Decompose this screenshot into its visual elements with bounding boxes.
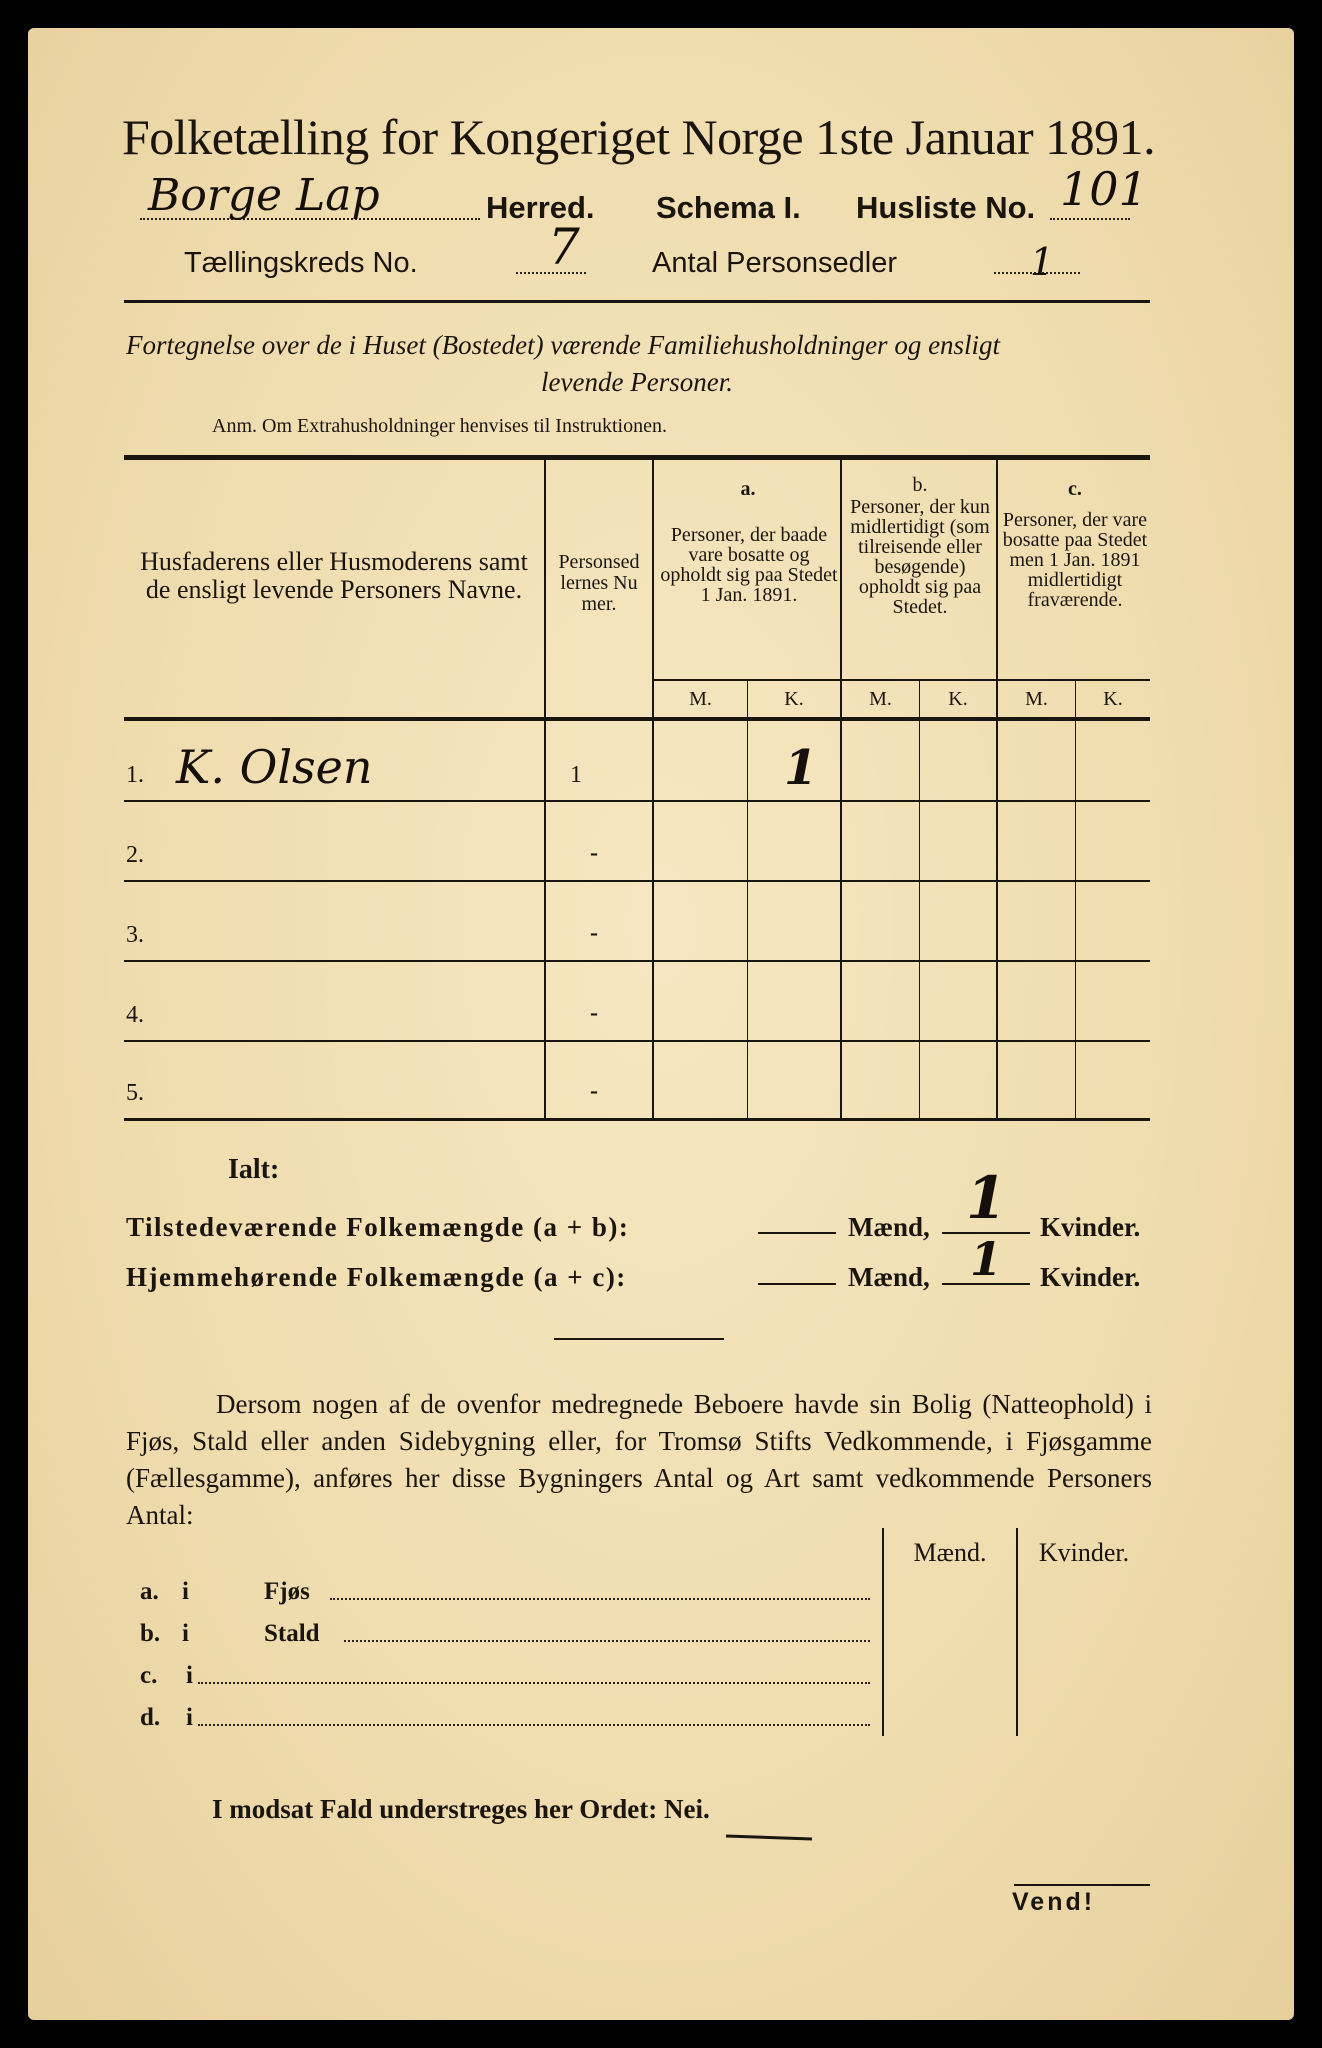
- list-i: i: [186, 1662, 193, 1689]
- row-person-number: -: [590, 1000, 598, 1026]
- ialt-label: Ialt:: [228, 1154, 280, 1185]
- list-header-kvinder: Kvinder.: [1038, 1538, 1130, 1567]
- a-k-header: K.: [784, 688, 804, 710]
- row-number: 1.: [126, 762, 144, 788]
- husliste-handwritten: 101: [1060, 162, 1148, 216]
- row-person-number: -: [590, 840, 598, 866]
- list-label: Fjøs: [264, 1578, 310, 1605]
- antal-label: Antal Personsedler: [652, 247, 898, 279]
- hjemme-maend: Mænd,: [848, 1262, 930, 1292]
- col-header-c-letter: c.: [1068, 478, 1082, 500]
- anm-note: Anm. Om Extrahusholdninger henvises til Instruktionen.: [212, 415, 667, 437]
- kreds-handwritten: 7: [548, 218, 580, 276]
- tilstede-maend: Mænd,: [848, 1212, 930, 1242]
- header-rule: [124, 300, 1150, 303]
- col-divider-2: [652, 460, 654, 1120]
- list-letter: c.: [140, 1662, 158, 1689]
- mk-divider-a: [747, 681, 748, 1120]
- col-divider-3: [840, 460, 842, 1120]
- tilstede-m-line: [758, 1232, 836, 1234]
- row-a-k: 1: [784, 740, 818, 796]
- hjemme-kvinder: Kvinder.: [1040, 1262, 1141, 1292]
- col-divider-4: [996, 460, 998, 1120]
- col-divider-1: [544, 460, 546, 1120]
- row-number: 5.: [126, 1080, 144, 1106]
- mk-divider-c: [1075, 681, 1076, 1120]
- hjemme-k-handwritten: 1: [970, 1232, 1003, 1286]
- subtitle-line-2: levende Personer.: [541, 367, 733, 397]
- list-label: Stald: [264, 1620, 320, 1647]
- b-k-header: K.: [948, 688, 968, 710]
- kreds-label: Tællingskreds No.: [184, 247, 418, 279]
- mk-divider-b: [919, 681, 920, 1120]
- vend-rule: [1014, 1884, 1150, 1886]
- c-m-header: M.: [1025, 688, 1048, 710]
- list-letter: b.: [140, 1620, 161, 1647]
- footer-note: I modsat Fald understreges her Ordet: Nei.: [212, 1794, 710, 1824]
- b-m-header: M.: [869, 688, 892, 710]
- row-person-number: -: [590, 1078, 598, 1104]
- table-bottom-rule: [124, 1118, 1150, 1121]
- husliste-dotted-line: [1050, 218, 1130, 220]
- list-dots: [330, 1598, 870, 1600]
- row-number: 4.: [126, 1002, 144, 1028]
- tilstede-label: Tilstedeværende Folkemængde (a + b):: [126, 1212, 630, 1242]
- herred-handwritten: Borge Lap: [148, 170, 380, 221]
- tilstede-kvinder: Kvinder.: [1040, 1212, 1141, 1242]
- list-letter: a.: [140, 1578, 159, 1605]
- list-i: i: [182, 1578, 189, 1605]
- list-header-maend: Mænd.: [913, 1538, 987, 1567]
- col-header-c: Personer, der vare bosatte paa Stedet men 1 Jan. 1891 midlertidigt fraværende.: [1002, 509, 1148, 611]
- list-dots: [344, 1640, 870, 1642]
- hjemme-label: Hjemmehørende Folkemængde (a + c):: [126, 1262, 627, 1292]
- list-dots: [198, 1724, 870, 1726]
- col-header-name: Husfaderens eller Husmoderens samt de ensligt levende Personers Navne.: [140, 547, 528, 604]
- col-header-b: Personer, der kun midlertidigt (som tilreisende eller besøgende) opholdt sig paa Stedet.: [850, 496, 990, 618]
- a-m-header: M.: [689, 688, 712, 710]
- col-header-num: Personsedlernes Numer.: [558, 551, 640, 615]
- list-i: i: [182, 1620, 189, 1647]
- row-number: 2.: [126, 842, 144, 868]
- form-title: Folketælling for Kongeriget Norge 1ste Januar 1891.: [122, 109, 1156, 165]
- col-header-a-letter: a.: [740, 478, 756, 500]
- section-divider: [554, 1338, 724, 1340]
- row-name-handwritten: K. Olsen: [176, 740, 373, 794]
- list-dots: [198, 1682, 870, 1684]
- row-number: 3.: [126, 922, 144, 948]
- antal-handwritten: 1: [1030, 240, 1055, 284]
- row-rule: [124, 1040, 1150, 1042]
- husliste-label: Husliste No.: [856, 190, 1036, 225]
- col-header-a: Personer, der baade vare bosatte og opholdt sig paa Stedet 1 Jan. 1891.: [660, 524, 838, 606]
- instruction-paragraph: Dersom nogen af de ovenfor medregnede Beboere havde sin Bolig (Natteophold) i Fjøs, Stald eller anden Sidebygning eller, for Tromsø Stifts Vedkommende, i Fjøsgamme (Fællesgamme), anføres her disse Bygningers Antal og Art samt vedkommende Personers Antal:: [126, 1389, 1152, 1530]
- col-header-b-letter: b.: [912, 474, 928, 496]
- row-rule: [124, 880, 1150, 882]
- row-person-number: -: [590, 920, 598, 946]
- list-i: i: [186, 1704, 193, 1731]
- vend-label: Vend!: [1012, 1888, 1096, 1916]
- row-person-number: 1: [570, 762, 582, 788]
- subtitle-line-1: Fortegnelse over de i Huset (Bostedet) værende Familiehusholdninger og ensligt: [126, 330, 1001, 360]
- hjemme-m-line: [758, 1283, 836, 1285]
- c-k-header: K.: [1103, 688, 1123, 710]
- row-rule: [124, 800, 1150, 802]
- schema-label: Schema I.: [656, 190, 801, 225]
- census-form-page: [28, 28, 1294, 2020]
- row-rule: [124, 960, 1150, 962]
- herred-label: Herred.: [486, 190, 595, 225]
- tilstede-k-handwritten: 1: [966, 1164, 1007, 1232]
- list-letter: d.: [140, 1704, 161, 1731]
